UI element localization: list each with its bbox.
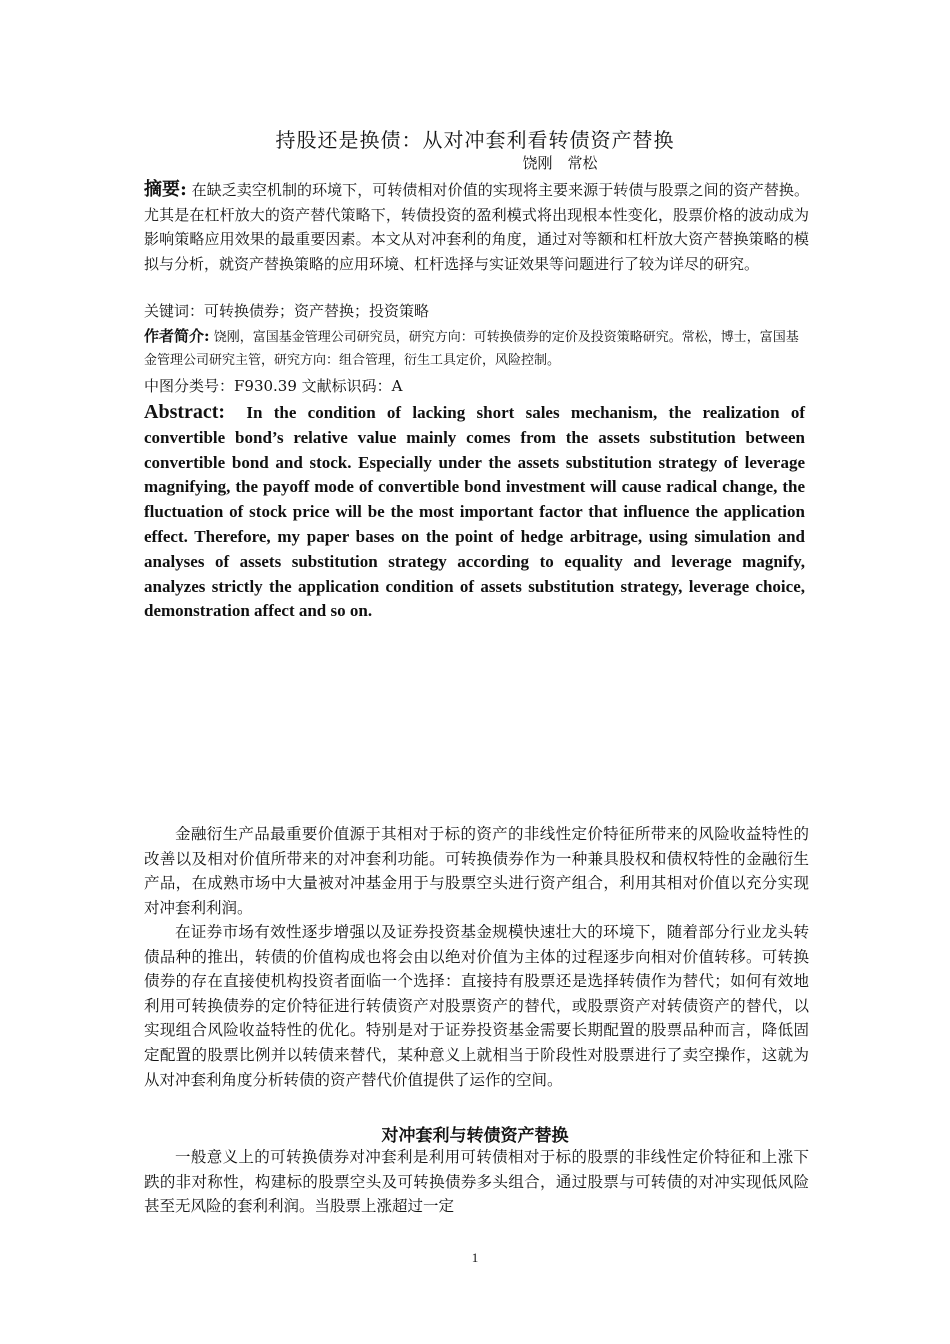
abstract-zh [144,178,809,276]
abstract-en-text: In the condition of lacking short sales mechanism, the realization of convertible bond’s relative value mainly comes from the assets substitution between convertible bond and stock. Especially under the assets substitution strategy of leverage magnifying, the payoff mode of convertible bond investment will cause radical change, the fluctuation of stock price will be the most important factor that influence the application effect. Therefore, my paper bases on the point of hedge arbitrage, using simulation and analyses of assets substitution strategy according to equality and leverage magnify, analyzes strictly the application condition of assets substitution strategy, leverage choice, demonstration affect and so on. [144,403,806,621]
authors: 饶刚 常松 [522,154,598,172]
abstract-zh-label: 摘要: [144,179,187,200]
page-number: 1 [471,1250,479,1265]
author-bio-label: 作者简介: [144,327,210,345]
abstract-zh-text: 在缺乏卖空机制的环境下，可转债相对价值的实现将主要来源于转债与股票之间的资产替换。尤其是在杠杆放大的资产替代策略下，转债投资的盈利模式将出现根本性变化，股票价格的波动成为影响策略应用效果的最重要因素。本文从对冲套利的角度，通过对等额和杠杆放大资产替换策略的模拟与分析，就资产替换策略的应用环境、杠杆选择与实证效果等问题进行了较为详尽的研究。 [144,181,809,273]
paragraph-text: 在证券市场有效性逐步增强以及证券投资基金规模快速壮大的环境下，随着部分行业龙头转债品种的推出，转债的价值构成也将会由以绝对价值为主体的过程逐步向相对价值转移。可转换债券的存在直接使机构投资者面临一个选择：直接持有股票还是选择转债作为替代；如何有效地利用可转换债券的定价特征进行转债资产对股票资产的替代，或股票资产对转债资产的替代，以实现组合风险收益特性的优化。特别是对于证券投资基金需要长期配置的股票品种而言，降低固定配置的股票比例并以转债来替代，某种意义上就相当于阶段性对股票进行了卖空操作，这就为从对冲套利角度分析转债的资产替代价值提供了运作的空间。 [144,923,809,1089]
body-paragraph-1 [144,822,809,920]
keywords: 关键词：可转换债券；资产替换；投资策略 [144,302,430,320]
author-bio-text: 饶刚，富国基金管理公司研究员，研究方向：可转换债券的定价及投资策略研究。常松，博士，富国基金管理公司研究主管，研究方向：组合管理，衍生工具定价，风险控制。 [144,330,799,368]
paper-title: 持股还是换债：从对冲套利看转债资产替换 [275,128,675,152]
classification: 中图分类号：F930.39 文献标识码：A [144,377,403,395]
section-heading: 对冲套利与转债资产替换 [381,1126,569,1146]
abstract-en-label: Abstract: [144,401,226,423]
paragraph-text: 金融衍生产品最重要价值源于其相对于标的资产的非线性定价特征所带来的风险收益特性的改善以及相对价值所带来的对冲套利功能。可转换债券作为一种兼具股权和债权特性的金融衍生产品，在成熟市场中大量被对冲基金用于与股票空头进行资产组合，利用其相对价值以充分实现对冲套利利润。 [144,825,809,917]
paragraph-text: 一般意义上的可转换债券对冲套利是利用可转债相对于标的股票的非线性定价特征和上涨下跌的非对称性，构建标的股票空头及可转换债券多头组合，通过股票与可转债的对冲实现低风险甚至无风险的套利利润。当股票上涨超过一定 [144,1148,809,1216]
body-paragraph-2 [144,920,809,1092]
body-paragraph-3 [144,1145,809,1219]
abstract-en [144,400,805,624]
author-bio [144,325,809,372]
